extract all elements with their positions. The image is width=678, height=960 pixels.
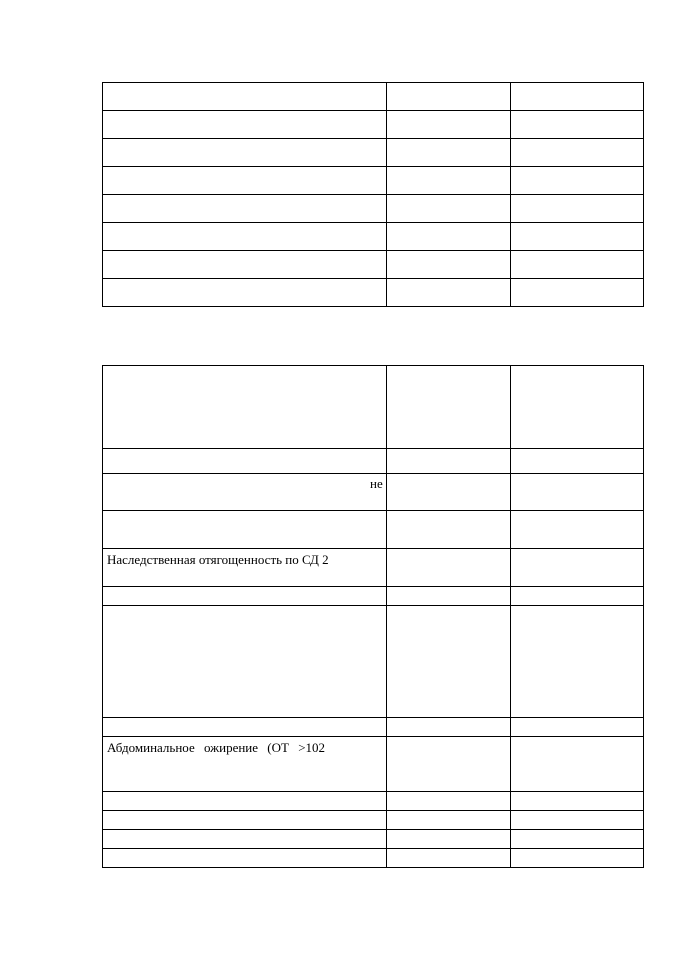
- table-cell: [103, 792, 387, 811]
- table-header-row: [103, 366, 644, 449]
- table-row: [103, 830, 644, 849]
- table-cell: [386, 474, 510, 511]
- table-row: [103, 279, 644, 307]
- table-cell: [386, 549, 510, 587]
- table-cell: [386, 111, 510, 139]
- table-cell: [510, 830, 643, 849]
- table-cell: [103, 83, 387, 111]
- table-cell: [386, 83, 510, 111]
- table-cell: [510, 606, 643, 718]
- table-cell: [510, 251, 643, 279]
- table-row: [103, 511, 644, 549]
- table-cell: [510, 849, 643, 868]
- table-cell: [510, 195, 643, 223]
- table-cell: [386, 223, 510, 251]
- table-cell: [510, 223, 643, 251]
- table-cell: [510, 366, 643, 449]
- table-row: [103, 449, 644, 474]
- table-cell: [386, 849, 510, 868]
- table-cell: [386, 792, 510, 811]
- table-row: [103, 111, 644, 139]
- table-row: [103, 251, 644, 279]
- table-cell: [510, 511, 643, 549]
- table-cell: [386, 167, 510, 195]
- table-cell: [386, 737, 510, 792]
- table-row: [103, 587, 644, 606]
- table-row: [103, 223, 644, 251]
- table-cell: [510, 83, 643, 111]
- table-cell: [510, 449, 643, 474]
- table-cell: [103, 223, 387, 251]
- table-row: [103, 792, 644, 811]
- table-cell: [510, 474, 643, 511]
- table-cell: [386, 195, 510, 223]
- table-cell: [510, 279, 643, 307]
- table-cell: [103, 449, 387, 474]
- table-cell: [103, 139, 387, 167]
- table-cell: [103, 549, 387, 587]
- table-row: [103, 195, 644, 223]
- table-top: [102, 82, 644, 307]
- table-cell: [103, 279, 387, 307]
- table-cell: [103, 849, 387, 868]
- table-cell: [103, 111, 387, 139]
- table-row: [103, 849, 644, 868]
- table-cell: [103, 737, 387, 792]
- table-cell: [510, 167, 643, 195]
- table-cell: [386, 811, 510, 830]
- table-cell: [103, 474, 387, 511]
- table-row: [103, 83, 644, 111]
- table-cell: [510, 718, 643, 737]
- table-cell: [510, 811, 643, 830]
- table-cell: [510, 587, 643, 606]
- table-row: [103, 606, 644, 718]
- table-cell: [103, 606, 387, 718]
- table-row: [103, 811, 644, 830]
- table-cell: [386, 449, 510, 474]
- table-cell: [103, 718, 387, 737]
- table-cell: [386, 366, 510, 449]
- table-cell: [386, 718, 510, 737]
- table-row: [103, 549, 644, 587]
- table-row: [103, 718, 644, 737]
- table-cell: [103, 811, 387, 830]
- table-cell: [103, 251, 387, 279]
- table-cell: [510, 737, 643, 792]
- table-cell: [386, 606, 510, 718]
- table-cell: [510, 111, 643, 139]
- table-cell: [386, 251, 510, 279]
- table-row: [103, 139, 644, 167]
- table-risk-factors: [102, 365, 644, 868]
- table-cell: [510, 792, 643, 811]
- table-row: [103, 167, 644, 195]
- table-cell: [103, 587, 387, 606]
- table-row: [103, 737, 644, 792]
- table-cell: [510, 139, 643, 167]
- table-cell: [103, 167, 387, 195]
- table-cell: [386, 279, 510, 307]
- table-cell: [386, 511, 510, 549]
- row-label-abdominal: Абдоминальное ожирение (ОТ >102: [107, 740, 326, 755]
- table-cell: [103, 366, 387, 449]
- table-cell: [103, 830, 387, 849]
- table-cell: [510, 549, 643, 587]
- table-cell: [386, 139, 510, 167]
- table-row: [103, 474, 644, 511]
- row-label-heredity: Наследственная отягощенность по СД 2: [107, 552, 329, 567]
- table-cell: [386, 587, 510, 606]
- text-fragment: не: [370, 476, 383, 491]
- table-cell: [103, 195, 387, 223]
- table-cell: [386, 830, 510, 849]
- table-cell: [103, 511, 387, 549]
